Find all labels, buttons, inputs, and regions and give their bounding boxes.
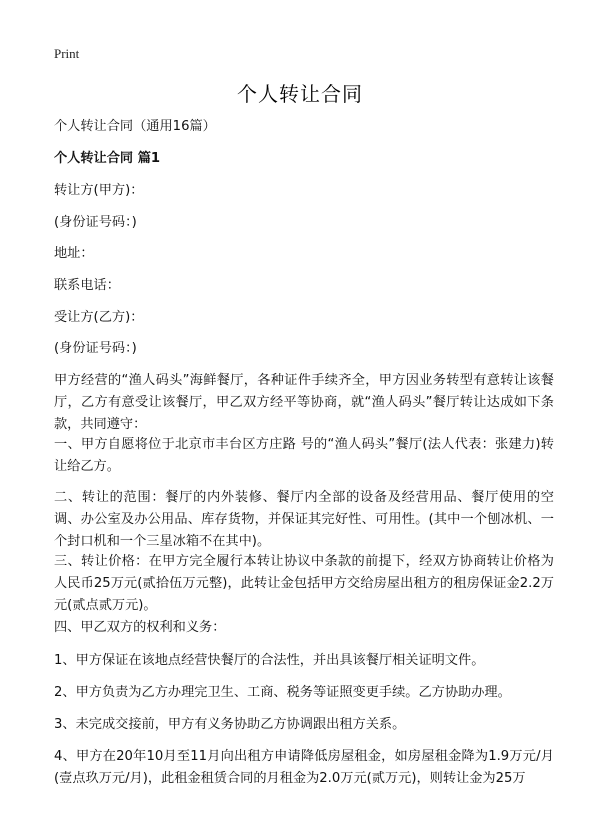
paragraph-intro: 甲方经营的“渔人码头”海鲜餐厅，各种证件手续齐全，甲方因业务转型有意转让该餐厅，乙方有意受让该餐厅，甲乙双方经平等协商，就“渔人码头”餐厅转让达成如下条款，共同遵守： — [54, 373, 554, 432]
paragraph-clause-1: 一、甲方自愿将位于北京市丰台区方庄路 号的“渔人码头”餐厅(法人代表：张建力)转让给乙方。 — [54, 437, 554, 474]
paragraph-clause-3: 三、转让价格：在甲方完全履行本转让协议中条款的前提下，经双方协商转让价格为人民币25万元(贰拾伍万元整)，此转让金包括甲方交给房屋出租方的租房保证金2.2万元(贰点贰万元)。 — [54, 554, 554, 613]
paragraph-clause-2: 二、转让的范围：餐厅的内外装修、餐厅内全部的设备及经营用品、餐厅使用的空调、办公室及办公用品、库存货物，并保证其完好性、可用性。(其中一个刨冰机、一个封口机和一个三星冰箱不在其中)。 — [54, 490, 554, 549]
field-transferor-id: (身份证号码：) — [54, 215, 137, 230]
field-phone: 联系电话： — [54, 278, 120, 293]
paragraph-item-3: 3、未完成交接前，甲方有义务协助乙方协调跟出租方关系。 — [54, 717, 406, 732]
field-transferee: 受让方(乙方)： — [54, 310, 144, 325]
print-label: Print — [54, 46, 80, 61]
document-title: 个人转让合同 — [237, 82, 363, 106]
paragraph-item-4: 4、甲方在20年10月至11月向出租方申请降低房屋租金，如房屋租金降为1.9万元/月(壹点玖万元/月)，此租金租赁合同的月租金为2.0万元(贰万元)，则转让金为25万 — [54, 749, 554, 786]
paragraph-item-1: 1、甲方保证在该地点经营快餐厅的合法性，并出具该餐厅相关证明文件。 — [54, 653, 485, 668]
paragraph-clause-4: 四、甲乙双方的权利和义务： — [54, 620, 226, 635]
document-subtitle: 个人转让合同（通用16篇） — [54, 119, 216, 134]
field-address: 地址： — [54, 246, 94, 261]
field-transferee-id: (身份证号码：) — [54, 341, 137, 356]
field-transferor: 转让方(甲方)： — [54, 183, 144, 198]
paragraph-item-2: 2、甲方负责为乙方办理完卫生、工商、税务等证照变更手续。乙方协助办理。 — [54, 685, 511, 700]
section-heading: 个人转让合同 篇1 — [54, 151, 161, 166]
